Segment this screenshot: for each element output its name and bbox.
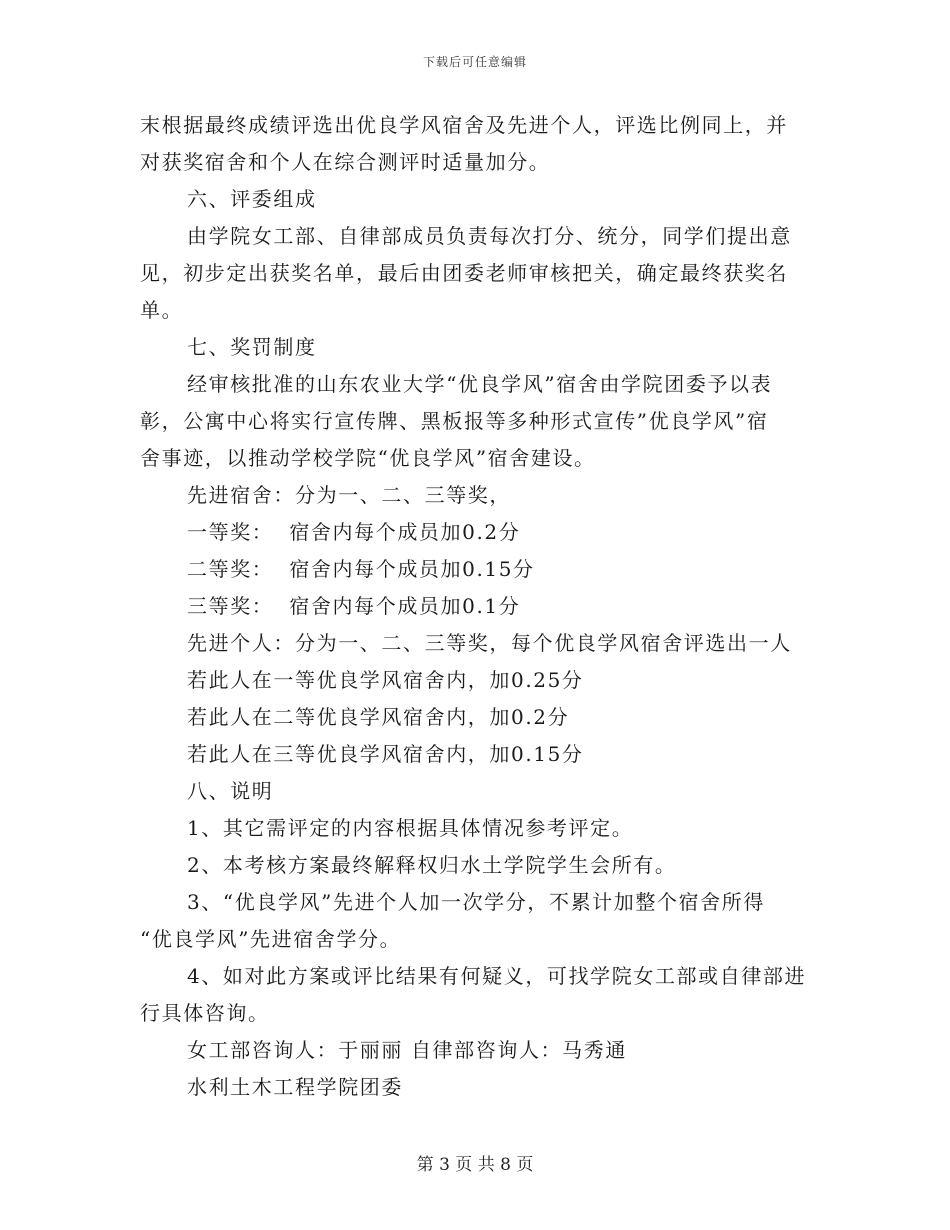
section-heading: 七、奖罚制度 — [187, 335, 317, 359]
text-line: 行具体咨询。 — [140, 1001, 270, 1025]
page-header: 下载后可任意编辑 — [422, 55, 527, 69]
text-line: 由学院女工部、自律部成员负责每次打分、统分，同学们提出意 — [187, 224, 792, 248]
text-line: 见，初步定出获奖名单，最后由团委老师审核把关，确定最终获奖名 — [140, 261, 788, 285]
section-heading: 六、评委组成 — [187, 187, 317, 211]
note-line: 3、“优良学风”先进个人加一次学分，不累计加整个宿舍所得 — [187, 890, 765, 914]
text-line: 彰，公寓中心将实行宣传牌、黑板报等多种形式宣传”优良学风”宿 — [140, 409, 769, 433]
award-line: 三等奖： 宿舍内每个成员加0.1分 — [187, 594, 521, 618]
contact-line: 女工部咨询人：于丽丽 自律部咨询人：马秀通 — [187, 1038, 627, 1062]
note-line: 1、其它需评定的内容根据具体情况参考评定。 — [187, 816, 634, 840]
note-line: 2、本考核方案最终解释权归水土学院学生会所有。 — [187, 853, 677, 877]
text-line: “优良学风”先进宿舍学分。 — [140, 927, 402, 951]
page-number: 第 3 页 共 8 页 — [416, 1155, 534, 1175]
award-line: 二等奖： 宿舍内每个成员加0.15分 — [187, 557, 535, 581]
text-line: 先进宿舍：分为一、二、三等奖， — [187, 483, 511, 507]
text-line: 经审核批准的山东农业大学“优良学风”宿舍由学院团委予以表 — [187, 372, 773, 396]
award-line: 一等奖： 宿舍内每个成员加0.2分 — [187, 520, 521, 544]
document-body — [140, 107, 810, 1106]
note-line: 4、如对此方案或评比结果有何疑义，可找学院女工部或自律部进 — [187, 964, 807, 988]
award-line: 若此人在二等优良学风宿舍内，加0.2分 — [187, 705, 570, 729]
text-line: 对获奖宿舍和个人在综合测评时适量加分。 — [140, 150, 551, 174]
text-line: 单。 — [140, 298, 184, 322]
section-heading: 八、说明 — [187, 779, 274, 803]
text-line: 末根据最终成绩评选出优良学风宿舍及先进个人，评选比例同上，并 — [140, 113, 788, 137]
award-line: 若此人在一等优良学风宿舍内，加0.25分 — [187, 668, 584, 692]
text-line: 舍事迹，以推动学校学院“优良学风”宿舍建设。 — [140, 446, 596, 470]
signature-line: 水利土木工程学院团委 — [187, 1075, 403, 1099]
text-line: 先进个人：分为一、二、三等奖，每个优良学风宿舍评选出一人 — [187, 631, 792, 655]
award-line: 若此人在三等优良学风宿舍内，加0.15分 — [187, 742, 584, 766]
